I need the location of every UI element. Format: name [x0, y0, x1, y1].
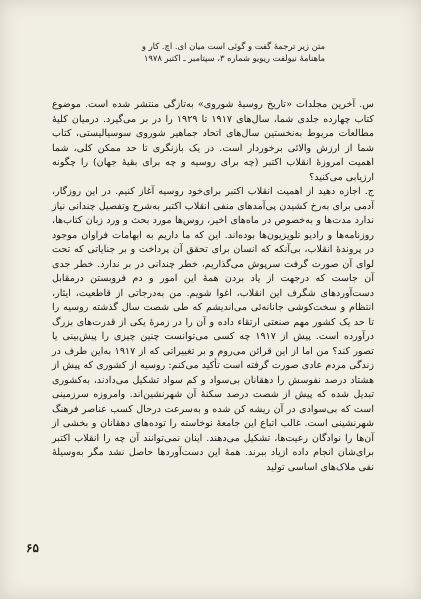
translation-note-line-1: متن زیر ترجمهٔ گفت و گوئی است میان ای. اچ. کار و — [141, 41, 325, 51]
translation-note — [95, 40, 325, 64]
question-paragraph: س. آخرین مجلدات «تاریخ روسیهٔ شوروی» به‌تازگی منتشر شده است. موضوع کتاب چهارده جلدی شما، سال‌های ۱۹۱۷ تا ۱۹۲۹ را در بر می‌گیرد. درمیان کلیهٔ مطالعات مربوط به‌نخستین سال‌های اتحاد جماهیر شوروی سوسیالیستی، کتاب شما از ارزش والائی برخوردار است. در یک بازنگری تا حد ممکن کلی، شما اهمیت امروزهٔ انقلاب اکتبر (چه برای روسیه و چه برای بقیهٔ جهان) را چگونه ارزیابی می‌کنید؟ — [52, 99, 374, 183]
translation-note-line-2: ماهنامهٔ نیولفت ریویو شماره ۳، سپتامبر ـ اکتبر ۱۹۷۸ — [143, 53, 325, 63]
page-number: ۶۵ — [26, 541, 39, 555]
article-body — [52, 98, 374, 475]
answer-paragraph: ج. اجازه دهید از اهمیت انقلاب اکتبر برای‌خود روسیه آغاز کنیم. در این روزگار، آدمی برای به‌رخ کشیدن پی‌آمدهای منفی انقلاب اکتبر به‌شرح وتفصیل چندانی نیاز ندارد مدت‌ها و به‌خصوص در ماه‌های اخیر، روس‌ها مورد بحث و ورد زبان کتاب‌ها، روزنامه‌ها و رادیو تلویزیون‌ها بوده‌اند. این که ما داریم به ابهامات فراوان موجود در پروندهٔ انقلاب، بی‌آنکه که انسان برای تحقق آن پرداخت و بر جنایاتی که تحت لوای آن صورت گرفت سرپوش می‌گذاریم، خطر چندانی در بر ندارد. خطر جدی آن جاست که درجهت از یاد بردن همهٔ این امور و دم فروبستن درمقابل دست‌آوردهای شگرف این انقلاب، اغوا شویم. من به‌درجاتی از قاطعیت، ایثار، انتظام و سخت‌کوشی جانانه‌ئی می‌اندیشم که طی شصت سال گذشته روسیه را تا حد یک کشور مهم صنعتی ارتقاء داده و آن را در زمرهٔ یکی از قدرت‌های بزرگ درآورده است. پیش از ۱۹۱۷ چه کسی می‌توانست چنین چیزی را پیش‌بینی یا تصور کند؟ من اما از این قرائن می‌روم و بر تغییراتی که از ۱۹۱۷ به‌این طرف در زندگی مردم عادی صورت گرفته است تأکید می‌کنم: روسیه از کشوری که پیش از هشتاد درصد نفوسش را دهقانان بی‌سواد و کم سواد تشکیل می‌دادند، به‌کشوری تبدیل شده که پیش از شصت درصد سکنهٔ آن شهرنشین‌اند. وامروزه سرزمینی است که بی‌سوادی در آن ریشه کن شده و به‌سرعت درحال کسب عناصر فرهنگ شهرنشینی است. غالب اتباع این جامعهٔ نوخاسته را توده‌های دهقانان و بخشی از آن‌ها را نوادگان رعیت‌ها، تشکیل می‌دهند. اینان نمی‌توانند آن چه را انقلاب اکتبر برای‌شان انجام داده ازیاد ببرند. همهٔ این دست‌آوردها حاصل نشد مگر به‌وسیلهٔ نفی ملاک‌های اساسی تولید — [52, 186, 375, 473]
